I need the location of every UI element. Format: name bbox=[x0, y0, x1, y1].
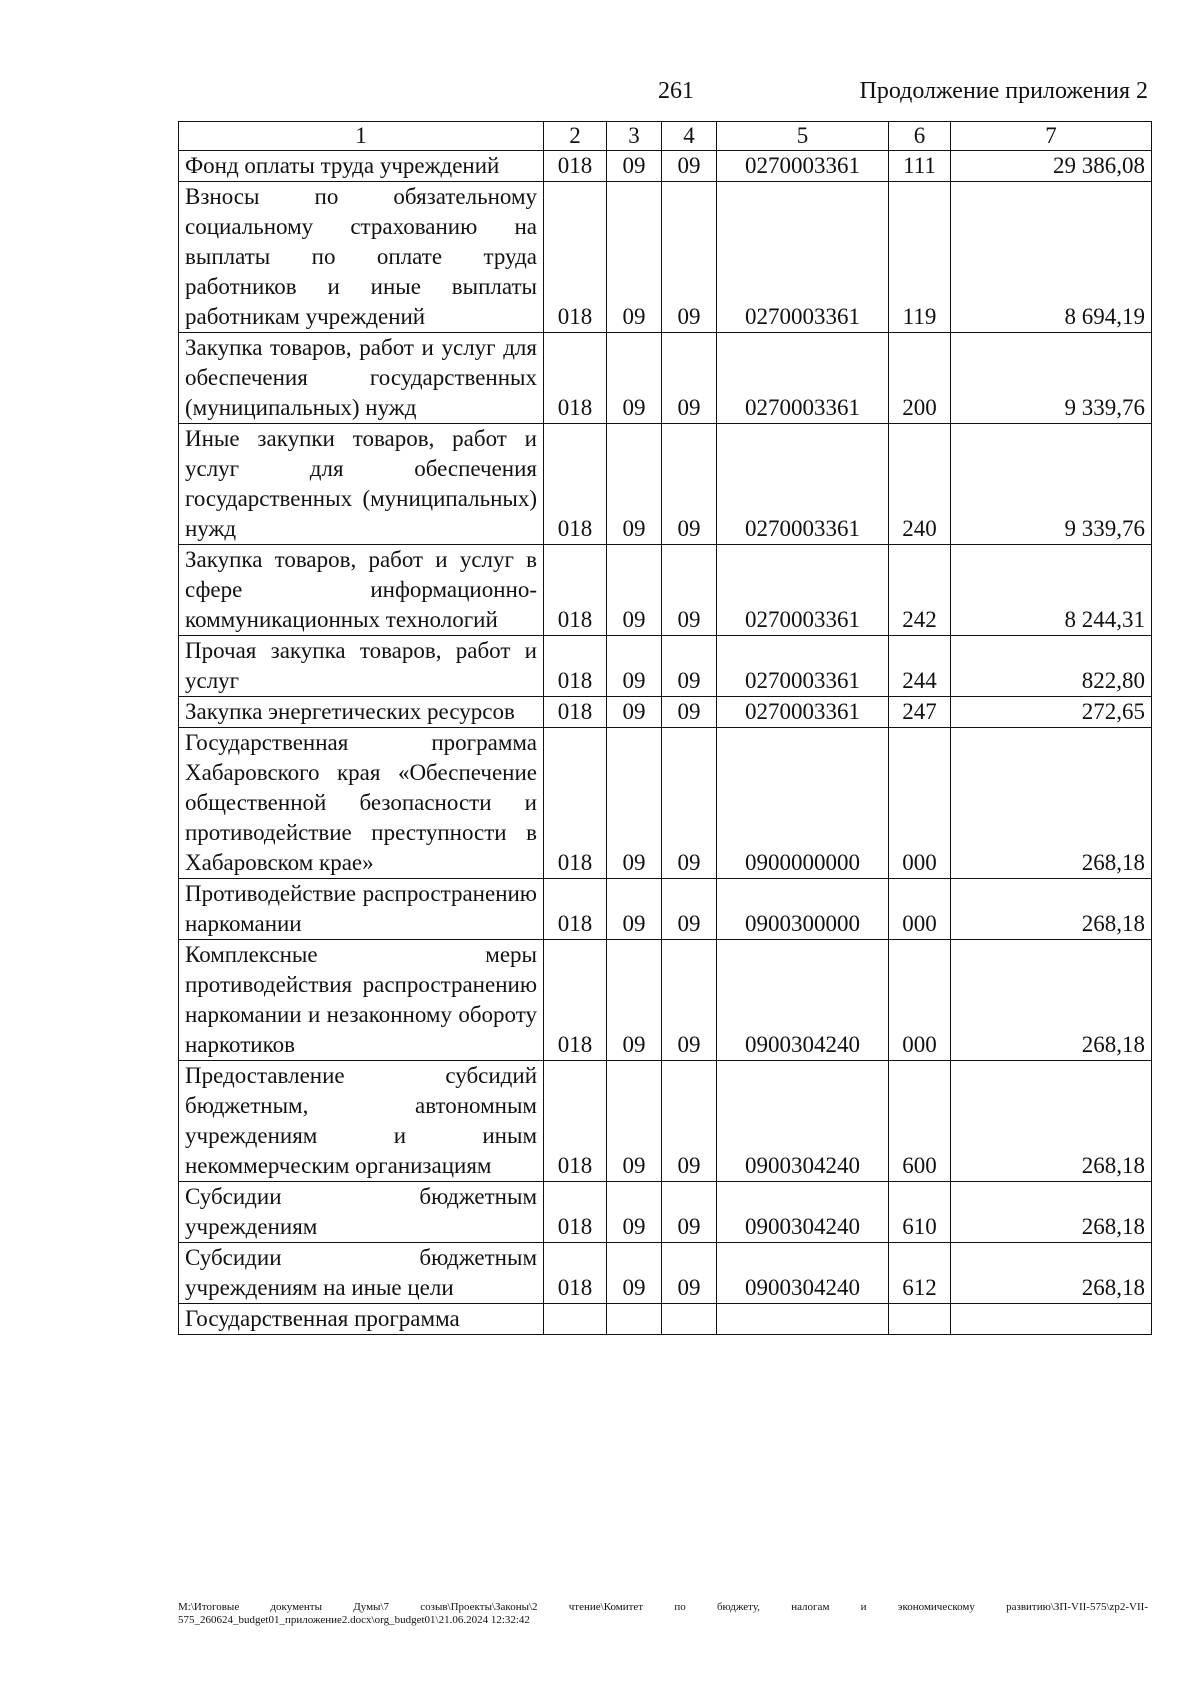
cell-amount: 268,18 bbox=[951, 728, 1152, 879]
cell-admin-code: 018 bbox=[544, 728, 607, 879]
cell-subsection: 09 bbox=[662, 728, 717, 879]
cell-expense-type: 000 bbox=[889, 728, 951, 879]
cell-admin-code: 018 bbox=[544, 1182, 607, 1243]
cell-section: 09 bbox=[607, 1061, 662, 1182]
row-name: Закупка товаров, работ и услуг в сфере информационно-коммуникационных технологий bbox=[179, 545, 544, 636]
cell-amount: 268,18 bbox=[951, 1061, 1152, 1182]
cell-section: 09 bbox=[607, 697, 662, 728]
cell-admin-code bbox=[544, 1304, 607, 1335]
cell-section bbox=[607, 1304, 662, 1335]
continuation-title: Продолжение приложения 2 bbox=[859, 78, 1148, 104]
cell-section: 09 bbox=[607, 182, 662, 333]
row-name: Комплексные меры противодействия распространению наркомании и незаконному обороту наркотиков bbox=[179, 940, 544, 1061]
cell-section: 09 bbox=[607, 333, 662, 424]
cell-target-article: 0900304240 bbox=[717, 1243, 889, 1304]
cell-admin-code: 018 bbox=[544, 151, 607, 182]
table-row bbox=[179, 940, 1152, 1061]
cell-admin-code: 018 bbox=[544, 940, 607, 1061]
table-row bbox=[179, 424, 1152, 545]
cell-expense-type: 000 bbox=[889, 940, 951, 1061]
cell-section: 09 bbox=[607, 151, 662, 182]
cell-subsection: 09 bbox=[662, 940, 717, 1061]
cell-target-article bbox=[717, 1304, 889, 1335]
row-name: Государственная программа bbox=[179, 1304, 544, 1335]
cell-section: 09 bbox=[607, 879, 662, 940]
cell-amount: 268,18 bbox=[951, 879, 1152, 940]
cell-target-article: 0900300000 bbox=[717, 879, 889, 940]
table-row bbox=[179, 636, 1152, 697]
cell-subsection: 09 bbox=[662, 697, 717, 728]
cell-amount: 268,18 bbox=[951, 1243, 1152, 1304]
cell-expense-type: 610 bbox=[889, 1182, 951, 1243]
cell-admin-code: 018 bbox=[544, 545, 607, 636]
cell-expense-type: 242 bbox=[889, 545, 951, 636]
cell-subsection: 09 bbox=[662, 151, 717, 182]
row-name: Противодействие распространению наркомании bbox=[179, 879, 544, 940]
cell-expense-type: 244 bbox=[889, 636, 951, 697]
cell-subsection: 09 bbox=[662, 1182, 717, 1243]
cell-section: 09 bbox=[607, 636, 662, 697]
cell-expense-type bbox=[889, 1304, 951, 1335]
cell-subsection: 09 bbox=[662, 182, 717, 333]
cell-amount: 9 339,76 bbox=[951, 333, 1152, 424]
table-row bbox=[179, 182, 1152, 333]
column-header: 7 bbox=[951, 122, 1152, 151]
cell-expense-type: 247 bbox=[889, 697, 951, 728]
page-number: 261 bbox=[658, 78, 694, 104]
cell-amount: 272,65 bbox=[951, 697, 1152, 728]
cell-admin-code: 018 bbox=[544, 879, 607, 940]
row-name: Взносы по обязательному социальному страхованию на выплаты по оплате труда работников и иные выплаты работникам учреждений bbox=[179, 182, 544, 333]
header-row bbox=[179, 122, 1152, 151]
cell-amount: 268,18 bbox=[951, 1182, 1152, 1243]
cell-expense-type: 200 bbox=[889, 333, 951, 424]
cell-expense-type: 111 bbox=[889, 151, 951, 182]
cell-admin-code: 018 bbox=[544, 1243, 607, 1304]
column-header: 2 bbox=[544, 122, 607, 151]
column-header: 3 bbox=[607, 122, 662, 151]
budget-table bbox=[178, 121, 1152, 1335]
cell-target-article: 0270003361 bbox=[717, 545, 889, 636]
cell-target-article: 0270003361 bbox=[717, 697, 889, 728]
cell-expense-type: 000 bbox=[889, 879, 951, 940]
cell-amount: 268,18 bbox=[951, 940, 1152, 1061]
row-name: Государственная программа Хабаровского края «Обеспечение общественной безопасности и противодействие преступности в Хабаровском крае» bbox=[179, 728, 544, 879]
cell-target-article: 0270003361 bbox=[717, 333, 889, 424]
column-header: 5 bbox=[717, 122, 889, 151]
cell-amount: 8 244,31 bbox=[951, 545, 1152, 636]
cell-expense-type: 119 bbox=[889, 182, 951, 333]
cell-subsection: 09 bbox=[662, 333, 717, 424]
cell-target-article: 0270003361 bbox=[717, 151, 889, 182]
row-name: Предоставление субсидий бюджетным, автономным учреждениям и иным некоммерческим организациям bbox=[179, 1061, 544, 1182]
cell-admin-code: 018 bbox=[544, 182, 607, 333]
cell-subsection: 09 bbox=[662, 879, 717, 940]
cell-admin-code: 018 bbox=[544, 424, 607, 545]
cell-target-article: 0900304240 bbox=[717, 940, 889, 1061]
table-row bbox=[179, 879, 1152, 940]
column-header: 6 bbox=[889, 122, 951, 151]
column-header: 4 bbox=[662, 122, 717, 151]
row-name: Субсидии бюджетным учреждениям на иные цели bbox=[179, 1243, 544, 1304]
row-name: Прочая закупка товаров, работ и услуг bbox=[179, 636, 544, 697]
cell-amount bbox=[951, 1304, 1152, 1335]
row-name: Иные закупки товаров, работ и услуг для обеспечения государственных (муниципальных) нужд bbox=[179, 424, 544, 545]
cell-target-article: 0270003361 bbox=[717, 424, 889, 545]
cell-target-article: 0270003361 bbox=[717, 636, 889, 697]
cell-section: 09 bbox=[607, 424, 662, 545]
cell-target-article: 0900304240 bbox=[717, 1182, 889, 1243]
cell-amount: 822,80 bbox=[951, 636, 1152, 697]
table-row bbox=[179, 1243, 1152, 1304]
cell-section: 09 bbox=[607, 728, 662, 879]
cell-expense-type: 240 bbox=[889, 424, 951, 545]
row-name: Фонд оплаты труда учреждений bbox=[179, 151, 544, 182]
table-row bbox=[179, 697, 1152, 728]
cell-section: 09 bbox=[607, 940, 662, 1061]
cell-admin-code: 018 bbox=[544, 697, 607, 728]
cell-amount: 29 386,08 bbox=[951, 151, 1152, 182]
cell-amount: 9 339,76 bbox=[951, 424, 1152, 545]
table-row bbox=[179, 151, 1152, 182]
row-name: Закупка энергетических ресурсов bbox=[179, 697, 544, 728]
table-row bbox=[179, 728, 1152, 879]
cell-target-article: 0900000000 bbox=[717, 728, 889, 879]
cell-subsection: 09 bbox=[662, 636, 717, 697]
cell-expense-type: 600 bbox=[889, 1061, 951, 1182]
cell-admin-code: 018 bbox=[544, 636, 607, 697]
cell-target-article: 0900304240 bbox=[717, 1061, 889, 1182]
cell-section: 09 bbox=[607, 1243, 662, 1304]
table-row bbox=[179, 1304, 1152, 1335]
table-row bbox=[179, 333, 1152, 424]
footer-file-path: M:\Итоговые документы Думы\7 созыв\Проекты\Законы\2 чтение\Комитет по бюджету, налогам и экономическому развитию\ЗП-VII-575\zp2-VII-575_260624_budget01_приложение2.docx\org_budget01\21.06.2024 12:32:42 bbox=[178, 1601, 1148, 1626]
cell-subsection: 09 bbox=[662, 545, 717, 636]
cell-admin-code: 018 bbox=[544, 1061, 607, 1182]
cell-section: 09 bbox=[607, 1182, 662, 1243]
cell-subsection: 09 bbox=[662, 1061, 717, 1182]
table-row bbox=[179, 1182, 1152, 1243]
cell-subsection bbox=[662, 1304, 717, 1335]
cell-section: 09 bbox=[607, 545, 662, 636]
table-row bbox=[179, 1061, 1152, 1182]
row-name: Субсидии бюджетным учреждениям bbox=[179, 1182, 544, 1243]
cell-expense-type: 612 bbox=[889, 1243, 951, 1304]
cell-subsection: 09 bbox=[662, 1243, 717, 1304]
table-row bbox=[179, 545, 1152, 636]
cell-subsection: 09 bbox=[662, 424, 717, 545]
cell-admin-code: 018 bbox=[544, 333, 607, 424]
row-name: Закупка товаров, работ и услуг для обеспечения государственных (муниципальных) нужд bbox=[179, 333, 544, 424]
column-header: 1 bbox=[179, 122, 544, 151]
cell-amount: 8 694,19 bbox=[951, 182, 1152, 333]
cell-target-article: 0270003361 bbox=[717, 182, 889, 333]
